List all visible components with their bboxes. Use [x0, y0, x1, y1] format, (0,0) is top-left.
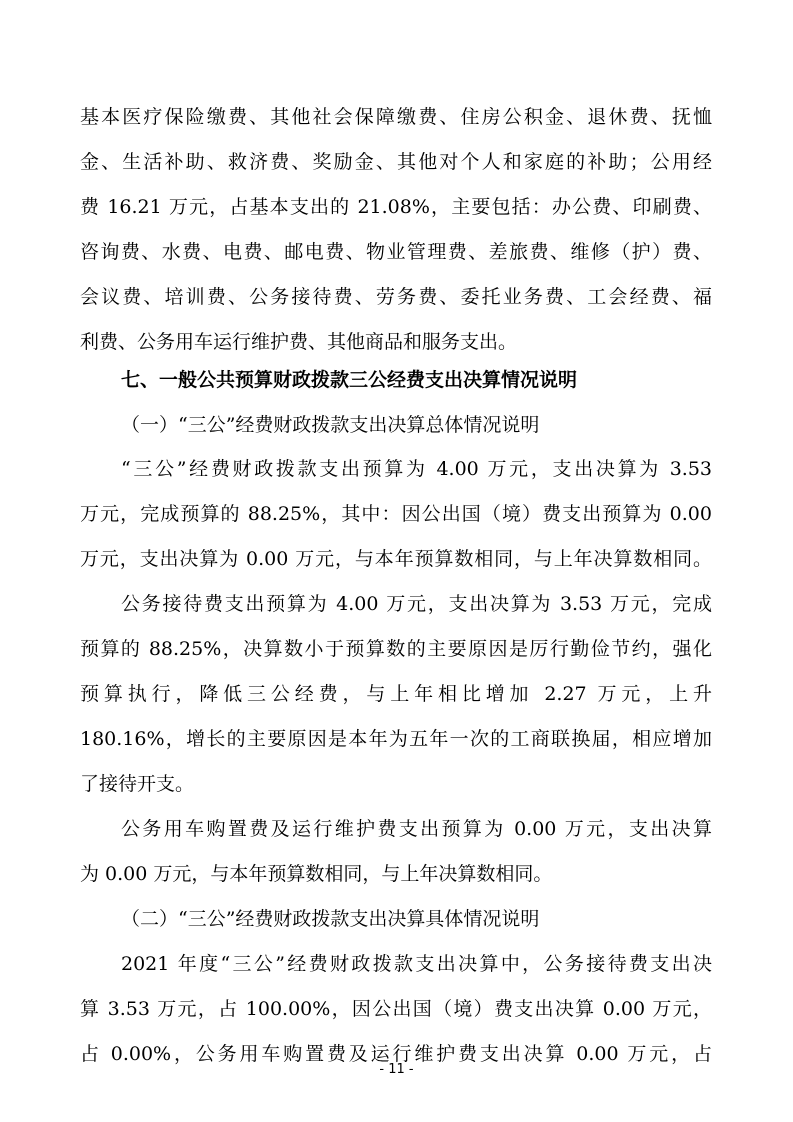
- body-line-9: “三公”经费财政拨款支出预算为 4.00 万元，支出决算为 3.53: [121, 458, 712, 480]
- body-line-16: 了接待开支。: [80, 773, 195, 795]
- body-line-21: 算 3.53 万元，占 100.00%，因公出国（境）费支出决算 0.00 万元，: [80, 998, 712, 1020]
- body-line-1: 基本医疗保险缴费、其他社会保障缴费、住房公积金、退休费、抚恤: [80, 106, 712, 128]
- section-heading: 七、一般公共预算财政拨款三公经费支出决算情况说明: [121, 369, 578, 391]
- body-line-5: 会议费、培训费、公务接待费、劳务费、委托业务费、工会经费、福: [80, 286, 712, 308]
- body-line-3: 费 16.21 万元，占基本支出的 21.08%，主要包括：办公费、印刷费、: [80, 196, 712, 218]
- body-line-17: 公务用车购置费及运行维护费支出预算为 0.00 万元，支出决算: [121, 818, 712, 840]
- body-line-4: 咨询费、水费、电费、邮电费、物业管理费、差旅费、维修（护）费、: [80, 241, 712, 263]
- body-line-13: 预算的 88.25%，决算数小于预算数的主要原因是厉行勤俭节约，强化: [80, 638, 712, 660]
- body-line-18: 为 0.00 万元，与本年预算数相同，与上年决算数相同。: [80, 863, 553, 885]
- body-line-14: 预算执行，降低三公经费，与上年相比增加 2.27 万元，上升: [80, 683, 712, 705]
- body-line-6: 利费、公务用车运行维护费、其他商品和服务支出。: [80, 331, 518, 353]
- body-line-11: 万元，支出决算为 0.00 万元，与本年预算数相同，与上年决算数相同。: [80, 548, 712, 570]
- body-line-22: 占 0.00%，公务用车购置费及运行维护费支出决算 0.00 万元，占: [80, 1043, 712, 1065]
- subsection-heading-1: （一）“三公”经费财政拨款支出决算总体情况说明: [121, 414, 540, 436]
- body-line-2: 金、生活补助、救济费、奖励金、其他对个人和家庭的补助；公用经: [80, 151, 712, 173]
- body-line-20: 2021 年度“三公”经费财政拨款支出决算中，公务接待费支出决: [121, 953, 712, 975]
- page-number: - 11 -: [379, 1062, 414, 1077]
- body-line-15: 180.16%，增长的主要原因是本年为五年一次的工商联换届，相应增加: [80, 728, 712, 750]
- body-line-12: 公务接待费支出预算为 4.00 万元，支出决算为 3.53 万元，完成: [121, 593, 712, 615]
- body-line-10: 万元，完成预算的 88.25%，其中：因公出国（境）费支出预算为 0.00: [80, 503, 712, 525]
- subsection-heading-2: （二）“三公”经费财政拨款支出决算具体情况说明: [121, 908, 540, 930]
